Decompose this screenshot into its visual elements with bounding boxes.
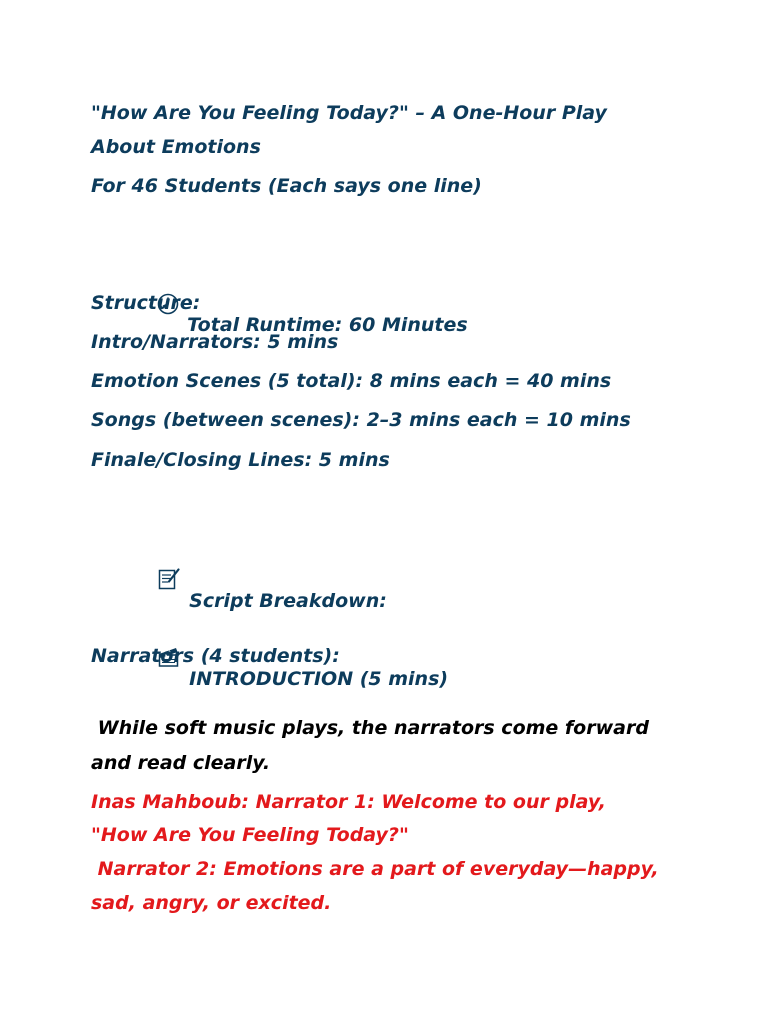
narrators-heading: Narrators (4 students):: [91, 645, 340, 667]
introduction-heading: INTRODUCTION (5 mins): [189, 668, 449, 690]
structure-heading: Structure:: [91, 292, 201, 314]
script-breakdown-heading: Script Breakdown:: [189, 590, 387, 612]
play-subtitle: For 46 Students (Each says one line): [91, 175, 482, 197]
stage-direction-line-1: While soft music plays, the narrators come forward: [91, 717, 649, 739]
structure-item-emotion-scenes: Emotion Scenes (5 total): 8 mins each = 40 mins: [91, 370, 612, 392]
dialogue-line-4: sad, angry, or excited.: [91, 892, 332, 914]
stage-direction-line-2: and read clearly.: [91, 752, 271, 774]
structure-item-finale: Finale/Closing Lines: 5 mins: [91, 449, 390, 471]
dialogue-line-2: "How Are You Feeling Today?": [91, 824, 409, 846]
runtime-text: Total Runtime: 60 Minutes: [187, 314, 468, 336]
dialogue-line-3: Narrator 2: Emotions are a part of everyday—happy,: [91, 858, 659, 880]
dialogue-line-1: Inas Mahboub: Narrator 1: Welcome to our play,: [91, 791, 606, 813]
play-title-line-1: "How Are You Feeling Today?" – A One-Hour Play: [91, 102, 607, 124]
play-title-line-2: About Emotions: [91, 136, 261, 158]
memo-icon: [117, 548, 181, 614]
structure-item-intro: Intro/Narrators: 5 mins: [91, 331, 339, 353]
structure-item-songs: Songs (between scenes): 2–3 mins each = 10 mins: [91, 409, 631, 431]
